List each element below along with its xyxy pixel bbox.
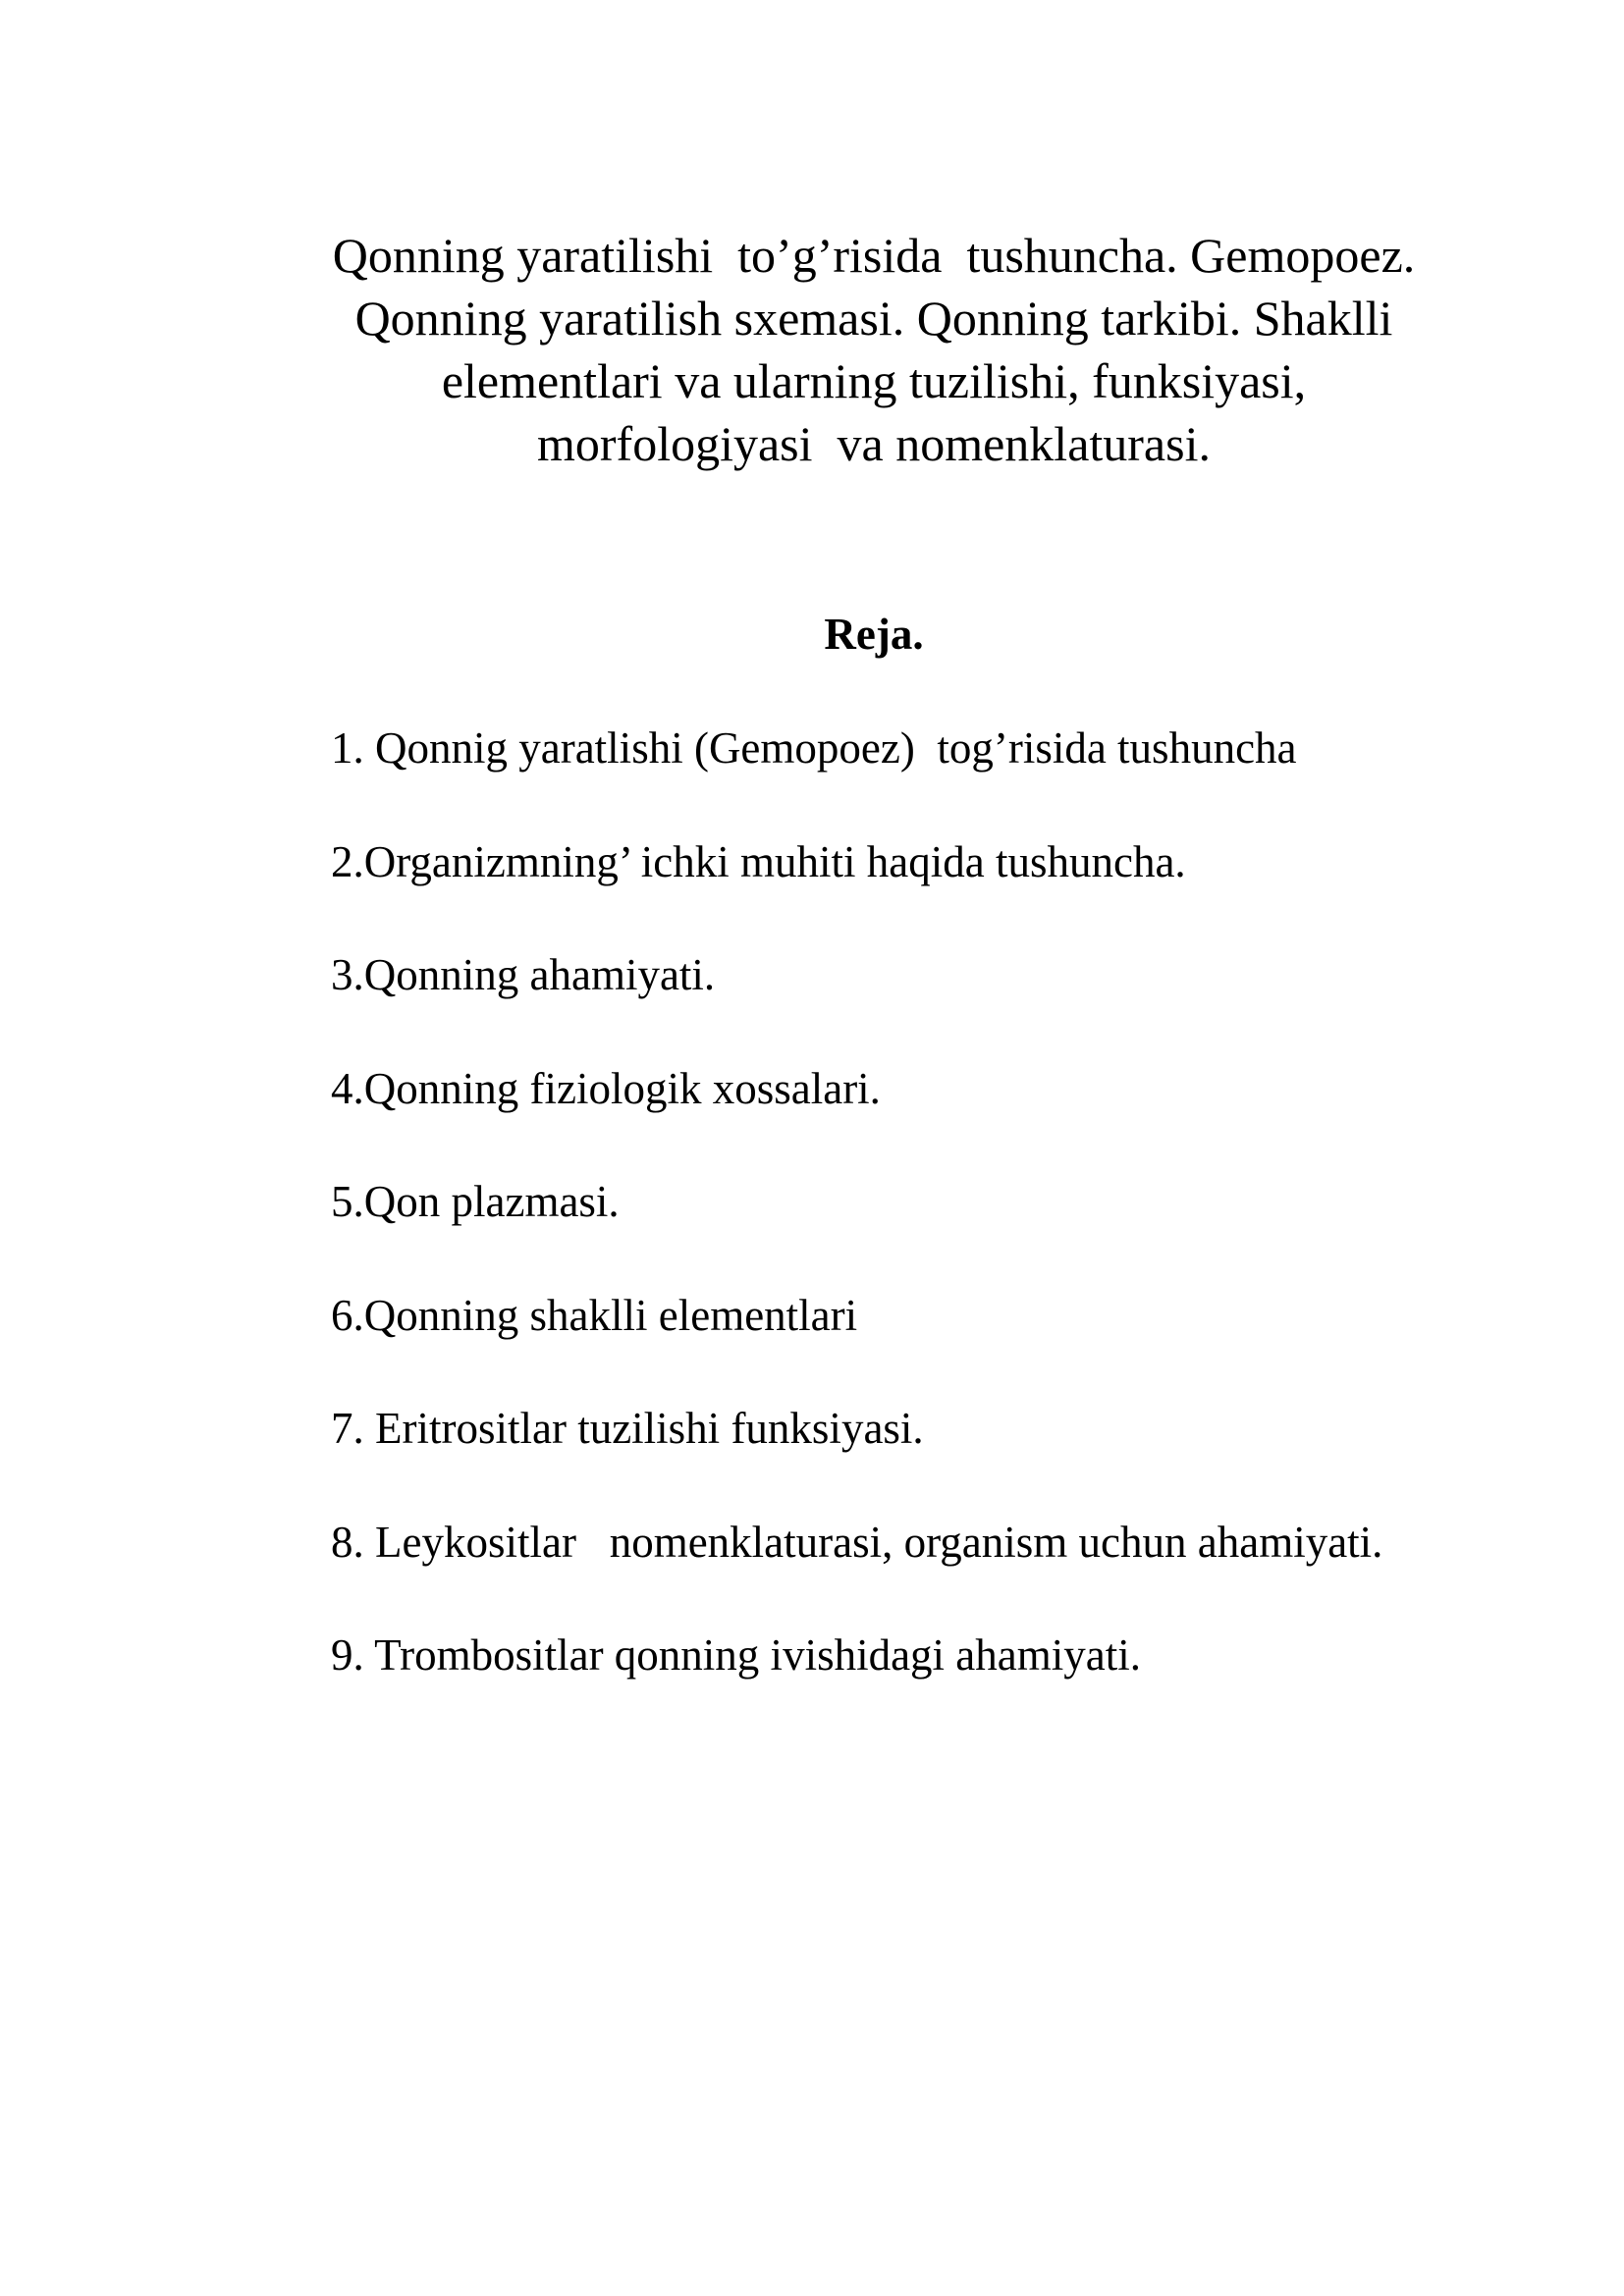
plan-item-9: 9. Trombositlar qonning ivishidagi ahamiyati.	[331, 1630, 1141, 1680]
plan-item-8: 8. Leykositlar nomenklaturasi, organism uchun ahamiyati.	[331, 1517, 1383, 1567]
plan-list	[331, 719, 1607, 1739]
document-title	[177, 224, 1571, 475]
plan-item-3: 3.Qonning ahamiyati.	[331, 950, 716, 999]
title-line: elementlari va ularning tuzilishi, funksiyasi,	[441, 353, 1307, 408]
plan-item-7: 7. Eritrositlar tuzilishi funksiyasi.	[331, 1404, 924, 1453]
title-line: Qonning yaratilish sxemasi. Qonning tarkibi. Shaklli	[354, 291, 1393, 346]
plan-item-2: 2.Organizmning’ ichki muhiti haqida tushuncha.	[331, 836, 1186, 886]
plan-item-5: 5.Qon plazmasi.	[331, 1177, 620, 1226]
title-line: Qonning yaratilishi to’g’risida tushuncha. Gemopoez.	[332, 228, 1416, 283]
plan-item-6: 6.Qonning shaklli elementlari	[331, 1290, 858, 1340]
plan-heading: Reja.	[824, 610, 924, 659]
title-line: morfologiyasi va nomenklaturasi.	[537, 416, 1211, 471]
plan-item-1: 1. Qonnig yaratlishi (Gemopoez) tog’risida tushuncha	[331, 723, 1297, 773]
plan-item-4: 4.Qonning fiziologik xossalari.	[331, 1063, 881, 1113]
